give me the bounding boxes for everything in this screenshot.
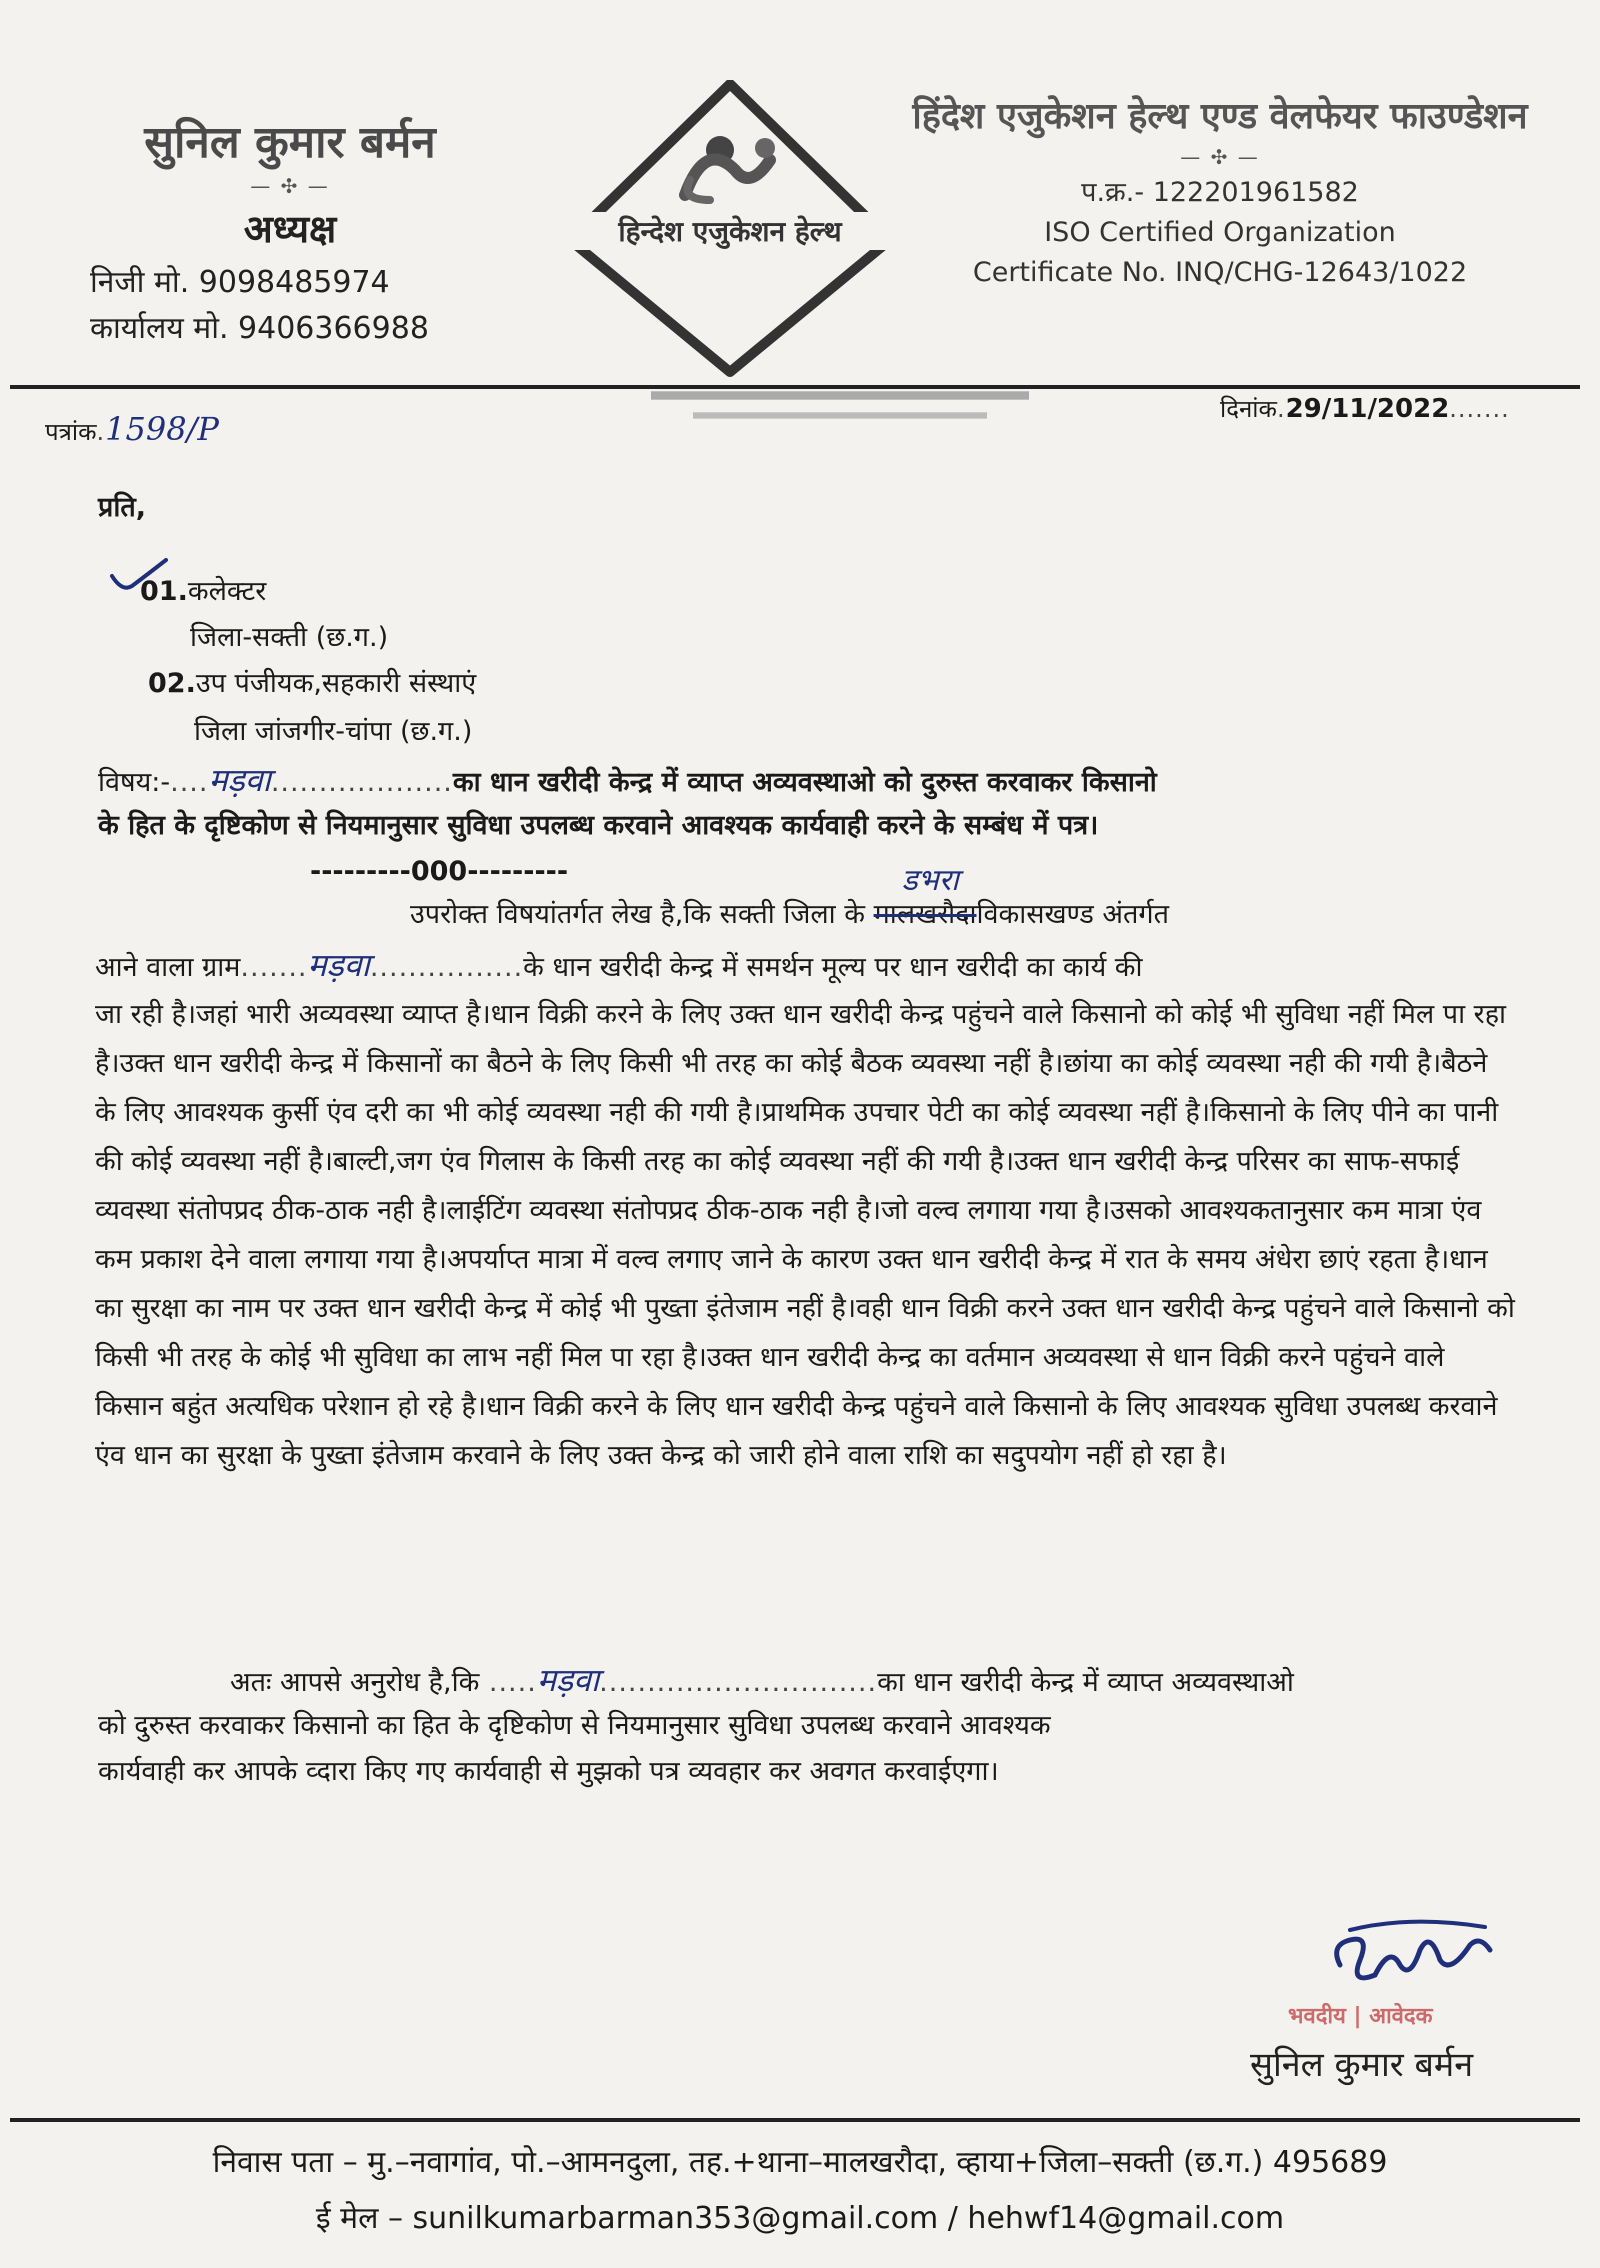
date-value: 29/11/2022 <box>1285 394 1450 424</box>
village-name: मड़वा <box>208 761 271 799</box>
office-mobile: कार्यालय मो. 9406366988 <box>90 311 429 346</box>
header-rule <box>10 385 1580 389</box>
village-name: मड़वा <box>536 1661 600 1699</box>
ornament-divider: — ✣ — <box>1180 145 1260 169</box>
reference-number: 1598/P <box>105 410 219 448</box>
ornament-divider: — ✣ — <box>250 174 330 198</box>
organization-logo <box>520 80 940 380</box>
reference-line: पत्रांक.1598/P <box>45 410 219 448</box>
logo-text: हिन्देश एजुकेशन हेल्थ <box>520 212 940 250</box>
village-name: मड़वा <box>307 946 370 984</box>
date-label: दिनांक <box>1220 395 1277 423</box>
reference-label: पत्रांक <box>45 418 97 446</box>
certificate-number: Certificate No. INQ/CHG-12643/1022 <box>972 257 1468 288</box>
organization-name: हिंदेश एजुकेशन हेल्थ एण्ड वेलफेयर फाउण्डेशन <box>912 95 1528 137</box>
body-text: जा रही है।जहां भारी अव्यवस्था व्याप्त है।धान विक्री करने के लिए उक्त धान खरीदी केन्द्र पहुंचने वाले किसानो को कोई भी सुविधा नहीं मिल पा रहा है।उक्त धान खरीदी केन्द्र में किसानों का बैठने के लिए किसी भी तरह का कोई बैठक व्यवस्था नहीं है।छांया का कोई व्यवस्था नही की गयी है।बैठने के लिए आवश्यक कुर्सी एंव दरी का भी कोई व्यवस्था नही की गयी है।प्राथमिक उपचार पेटी का कोई व्यवस्था नहीं है।किसानो के लिए पीने का पानी की कोई व्यवस्था नहीं है।बाल्टी,जग एंव गिलास के किसी तरह का कोई व्यवस्था नहीं की गयी है।उक्त धान खरीदी केन्द्र परिसर का साफ-सफाई व्यवस्था संतोपप्रद ठीक-ठाक नही है।लाईटिंग व्यवस्था संतोपप्रद ठीक-ठाक नही है।जो वल्व लगाया गया है।उसको आवश्यकतानुसार कम मात्रा एंव कम प्रकाश देने वाला लगाया गया है।अपर्याप्त मात्रा में वल्व लगाए जाने के कारण उक्त धान खरीदी केन्द्र में रात के समय अंधेरा छाएं रहता है।धान का सुरक्षा का नाम पर उक्त धान खरीदी केन्द्र में कोई भी पुख्ता इंतेजाम नहीं है।वही धान विक्री करने उक्त धान खरीदी केन्द्र पहुंचने वाले किसानो को किसी भी तरह के कोई भी सुविधा का लाभ नहीं मिल पा रहा है।उक्त धान खरीदी केन्द्र का वर्तमान अव्यवस्था से धान विक्री करने पहुंचने वाले किसान बहुंत अत्यधिक परेशान हो रहे है।धान विक्री करने के लिए धान खरीदी केन्द्र पहुंचने वाले किसानो के लिए आवश्यक सुविधा उपलब्ध करवाने एंव धान का सुरक्षा के पुख्ता इंतेजाम करवाने के लिए उक्त केन्द्र को जारी होने वाला राशि का सदुपयोग नहीं हो रहा है। <box>95 999 1515 1471</box>
footer-email: ई मेल – sunilkumarbarman353@gmail.com / hehwf14@gmail.com <box>315 2201 1285 2236</box>
recipient-1: 01.कलेक्टर <box>140 576 267 607</box>
signature-stamp: भवदीय | आवेदक <box>1288 2004 1433 2029</box>
body-line-2: आने वाला ग्राम.......मड़वा................के धान खरीदी केन्द्र में समर्थन मूल्य पर धान खरीदी का कार्य की <box>95 946 1143 984</box>
signature-icon <box>1320 1905 1500 2005</box>
private-mobile: निजी मो. 9098485974 <box>90 265 390 300</box>
to-label: प्रति, <box>98 492 147 523</box>
subject-line-1: विषय:-....मड़वा...................का धान खरीदी केन्द्र में व्याप्त अव्यवस्थाओ को दुरुस्त करवाकर किसानो <box>98 761 1157 799</box>
recipient-2-place: जिला जांजगीर-चांपा (छ.ग.) <box>194 716 473 747</box>
subject-line-2: के हित के दृष्टिकोण से नियमानुसार सुविधा उपलब्ध करवाने आवश्यक कार्यवाही करने के सम्बंध में पत्र। <box>98 810 1099 841</box>
date-line: दिनांक.29/11/2022....... <box>1220 394 1510 424</box>
body-line-1: उपरोक्त विषयांतर्गत लेख है,कि सक्ती जिला के मालखरौदा डभरा विकासखण्ड अंतर्गत <box>410 863 1170 930</box>
footer-address: निवास पता – मु.–नवागांव, पो.–आमनदुला, तह.+थाना–मालखरौदा, व्हाया+जिला–सक्ती (छ.ग.) 495689 <box>212 2145 1388 2180</box>
block-handwritten: डभरा <box>901 863 959 898</box>
footer-rule <box>10 2118 1580 2122</box>
recipient-1-place: जिला-सक्ती (छ.ग.) <box>190 622 389 653</box>
logo-subtext-icon <box>630 256 1050 556</box>
letterhead-right <box>880 90 1560 293</box>
request-line-1: अतः आपसे अनुरोध है,कि .....मड़वा.............................का धान खरीदी केन्द्र में व्याप्त अव्यवस्थाओ <box>230 1661 1294 1699</box>
signatory-name: सुनिल कुमार बर्मन <box>1250 2045 1474 2085</box>
request-line-2: को दुरुस्त करवाकर किसानो का हित के दृष्टिकोण से नियमानुसार सुविधा उपलब्ध करवाने आवश्यक <box>98 1710 1051 1741</box>
body-paragraph <box>95 990 1515 1480</box>
recipient-2: 02.उप पंजीयक,सहकारी संस्थाएं <box>148 668 477 699</box>
registration-number: प.क्र.- 122201961582 <box>1081 177 1359 208</box>
block-struck: मालखरौदा <box>873 899 977 930</box>
request-line-3: कार्यवाही कर आपके व्दारा किए गए कार्यवाही से मुझको पत्र व्यवहार कर अवगत करवाईएगा। <box>98 1756 999 1787</box>
letterhead-left <box>70 110 510 352</box>
separator: ---------000--------- <box>310 856 569 887</box>
president-name: सुनिल कुमार बर्मन <box>144 117 436 168</box>
designation: अध्यक्ष <box>243 206 337 251</box>
iso-certification: ISO Certified Organization <box>1044 217 1396 248</box>
